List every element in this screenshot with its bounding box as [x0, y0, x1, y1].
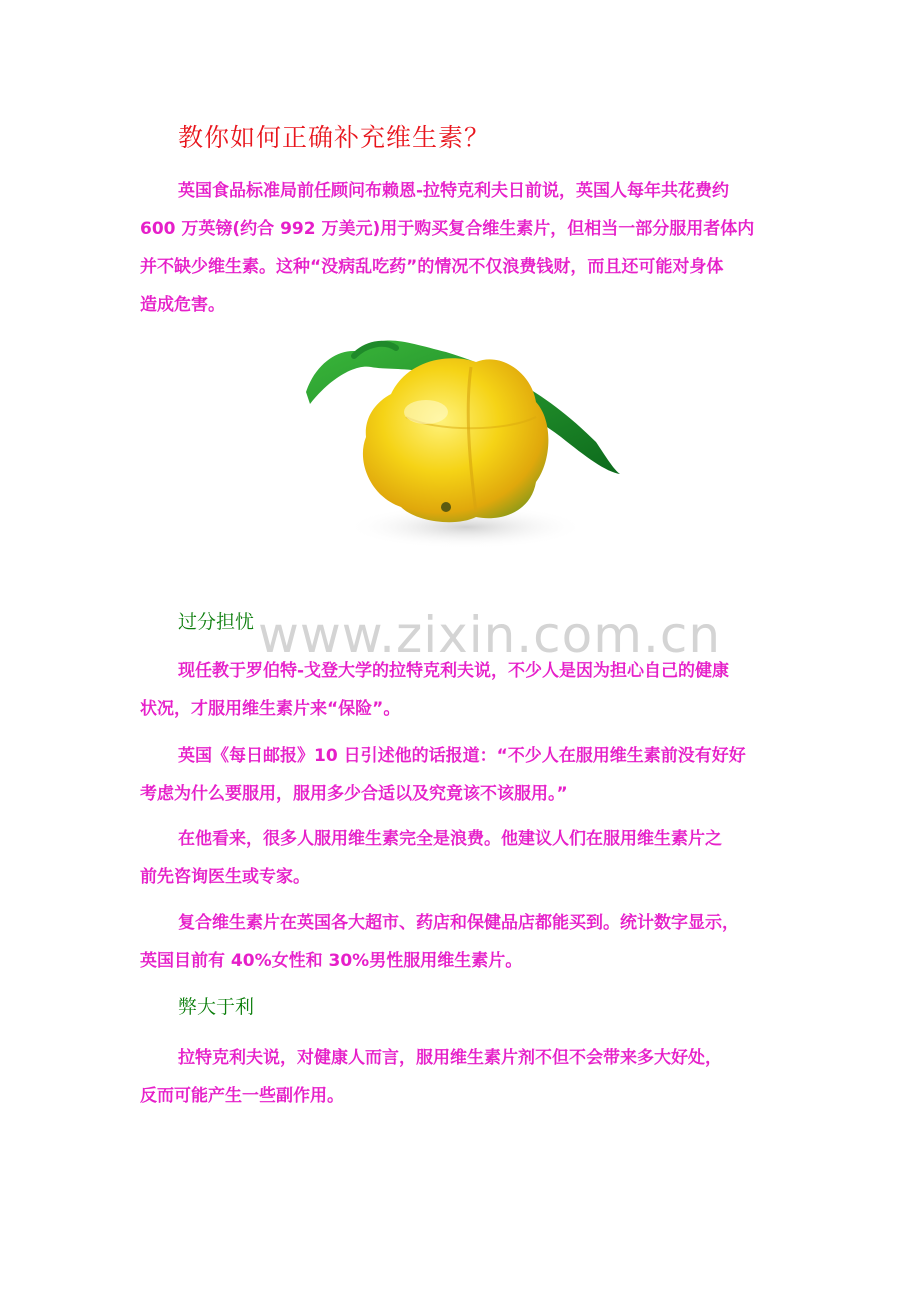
- paragraph-line: 600 万英镑(约合 992 万美元)用于购买复合维生素片，但相当一部分服用者体内: [140, 219, 755, 239]
- site-watermark: www.zixin.com.cn: [258, 606, 722, 664]
- paragraph-line: 英国目前有 40%女性和 30%男性服用维生素片。: [140, 951, 523, 971]
- paragraph-line: 状况，才服用维生素片来“保险”。: [140, 699, 401, 719]
- paragraph-line: 在他看来，很多人服用维生素完全是浪费。他建议人们在服用维生素片之: [178, 829, 722, 849]
- paragraph-line: 考虑为什么要服用，服用多少合适以及究竟该不该服用。”: [140, 784, 568, 804]
- paragraph-worry-3: [140, 820, 790, 896]
- paragraph-line: 复合维生素片在英国各大超市、药店和保健品店都能买到。统计数字显示，: [178, 913, 739, 933]
- pepper-photo: [296, 322, 626, 554]
- paragraph-line: 并不缺少维生素。这种“没病乱吃药”的情况不仅浪费钱财，而且还可能对身体: [140, 257, 724, 277]
- paragraph-worry-1: [140, 652, 790, 728]
- paragraph-line: 反而可能产生一些副作用。: [140, 1086, 344, 1106]
- paragraph-worry-2: [140, 737, 790, 813]
- paragraph-line: 现任教于罗伯特-戈登大学的拉特克利夫说，不少人是因为担心自己的健康: [178, 661, 730, 681]
- article-title: 教你如何正确补充维生素？: [178, 123, 491, 152]
- section-heading-worry: 过分担忧: [178, 611, 255, 633]
- paragraph-line: 英国食品标准局前任顾问布赖恩-拉特克利夫日前说，英国人每年共花费约: [178, 181, 730, 201]
- paragraph-harm-1: [140, 1039, 790, 1115]
- paragraph-line: 英国《每日邮报》10 日引述他的话报道：“不少人在服用维生素前没有好好: [178, 746, 746, 766]
- paragraph-line: 拉特克利夫说，对健康人而言，服用维生素片剂不但不会带来多大好处，: [178, 1048, 722, 1068]
- paragraph-intro: [140, 172, 790, 324]
- section-heading-harm: 弊大于利: [178, 996, 255, 1018]
- paragraph-line: 前先咨询医生或专家。: [140, 867, 310, 887]
- paragraph-worry-4: [140, 904, 790, 980]
- paragraph-line: 造成危害。: [140, 295, 225, 315]
